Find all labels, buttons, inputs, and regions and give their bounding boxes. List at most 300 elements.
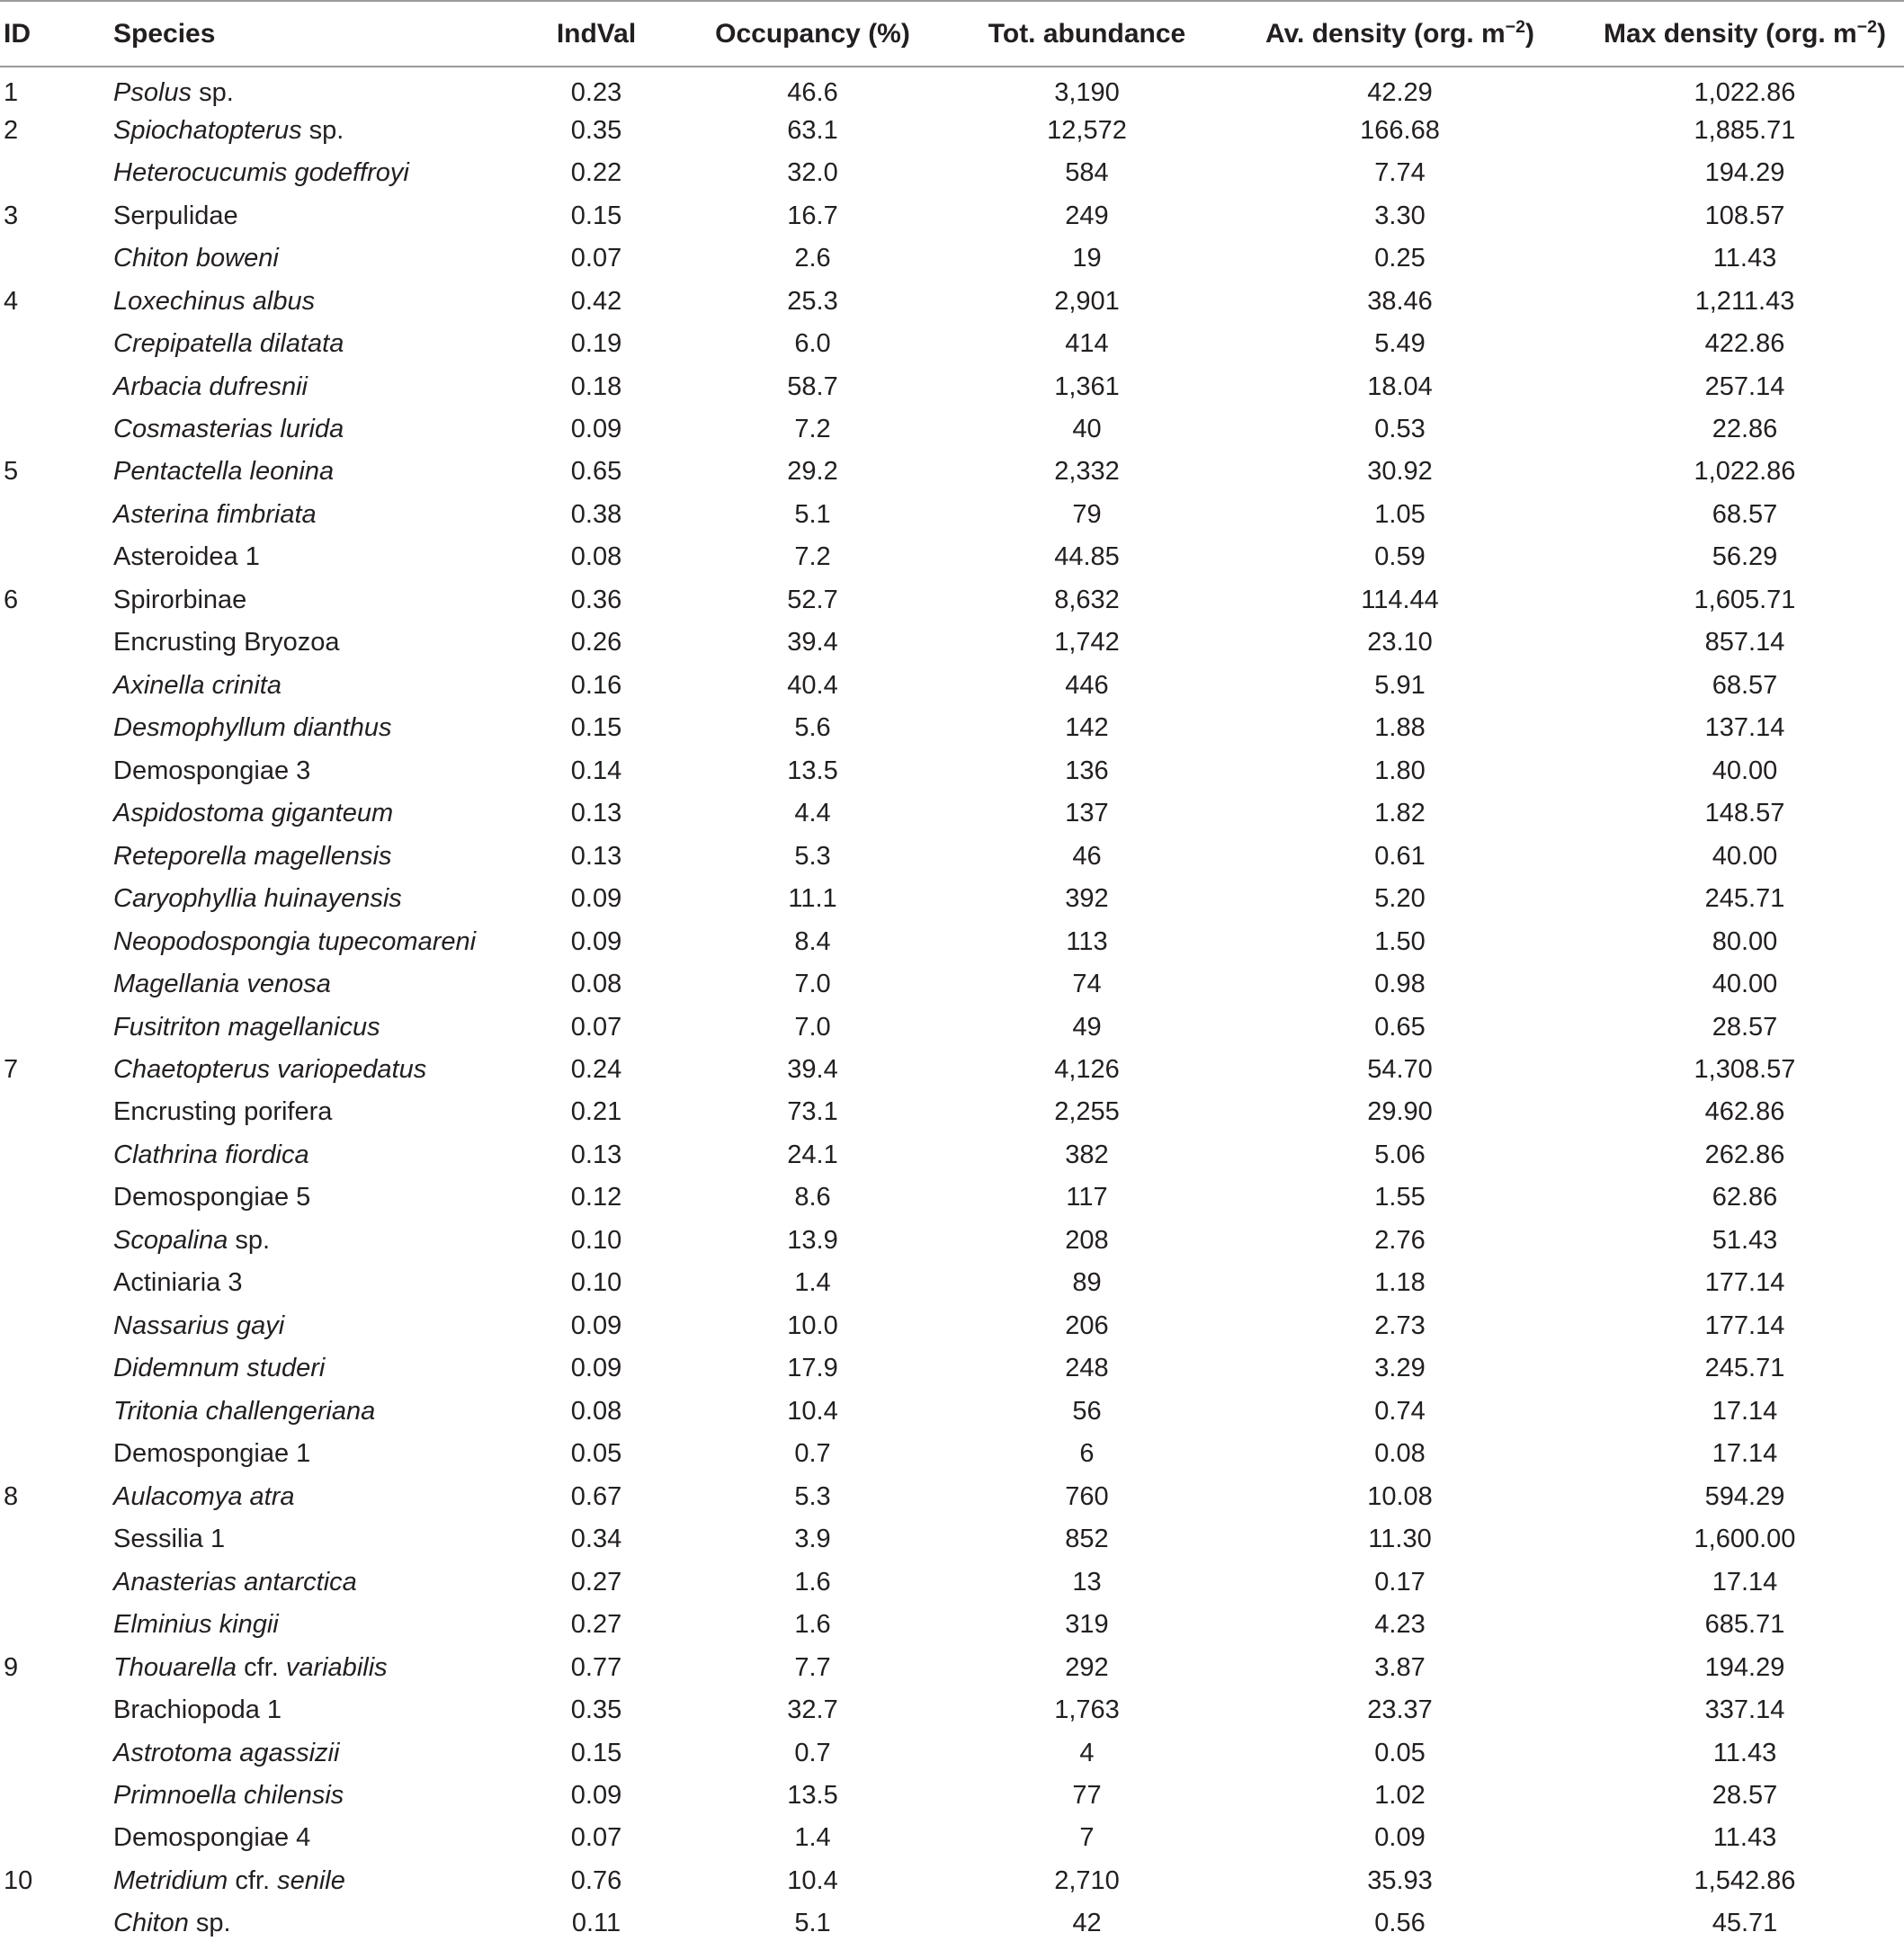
cell-id <box>0 622 113 664</box>
cell-occupancy: 5.6 <box>794 713 831 743</box>
cell-occupancy: 73.1 <box>787 1097 838 1127</box>
cell-abundance: 42 <box>1072 1909 1102 1938</box>
cell-occupancy: 32.7 <box>787 1695 838 1725</box>
cell-abundance: 136 <box>1065 756 1109 785</box>
cell-species <box>113 1902 527 1945</box>
cell-id <box>0 835 113 877</box>
cell-occupancy: 63.1 <box>787 115 838 145</box>
cell-indval: 0.07 <box>570 1823 622 1853</box>
cell-id <box>0 920 113 962</box>
cell-id <box>0 665 113 707</box>
cell-species <box>113 750 527 792</box>
cell-indval: 0.11 <box>571 1909 621 1938</box>
cell-indval: 0.26 <box>570 628 622 657</box>
table-row <box>0 963 1904 1006</box>
cell-max-density: 245.71 <box>1704 884 1785 914</box>
cell-abundance: 56 <box>1072 1396 1102 1426</box>
cell-indval: 0.65 <box>570 457 622 487</box>
cell-max-density: 245.71 <box>1704 1354 1785 1383</box>
species-name: Spirorbinae <box>113 585 247 614</box>
cell-max-density: 51.43 <box>1712 1225 1778 1255</box>
cell-occupancy: 25.3 <box>787 286 838 316</box>
species-name: Demospongiae 1 <box>113 1439 311 1469</box>
cell-id <box>0 152 113 194</box>
cell-indval: 0.15 <box>570 1738 622 1767</box>
cell-id: 5 <box>4 457 19 487</box>
cell-species <box>113 494 527 536</box>
cell-abundance: 392 <box>1065 884 1109 914</box>
cell-id <box>0 1134 113 1176</box>
cell-av-density: 18.04 <box>1367 371 1433 401</box>
header-av-density-label: Av. density (org. m <box>1265 18 1506 49</box>
cell-av-density: 1.05 <box>1374 499 1426 529</box>
cell-av-density: 54.70 <box>1367 1055 1433 1085</box>
cell-species <box>113 1860 527 1902</box>
table-row <box>0 1049 1904 1091</box>
cell-species <box>113 1475 527 1517</box>
cell-max-density: 262.86 <box>1704 1140 1785 1169</box>
species-name: Spiochatopterus <box>113 115 302 145</box>
cell-id <box>0 1176 113 1219</box>
cell-occupancy: 8.4 <box>794 926 831 956</box>
cell-occupancy: 4.4 <box>794 799 831 828</box>
cell-av-density: 0.59 <box>1374 542 1426 572</box>
cell-occupancy: 5.1 <box>794 1909 831 1938</box>
species-epithet: senile <box>277 1865 345 1895</box>
cell-id <box>0 365 113 407</box>
cell-occupancy: 0.7 <box>794 1439 831 1469</box>
cell-species <box>113 1091 527 1133</box>
cell-species <box>113 622 527 664</box>
cell-av-density: 1.50 <box>1374 926 1426 956</box>
table-row <box>0 1262 1904 1304</box>
species-name: Loxechinus albus <box>113 286 316 316</box>
cell-av-density: 2.73 <box>1374 1310 1426 1340</box>
table-row <box>0 1817 1904 1859</box>
header-max-density-exponent: −2 <box>1856 16 1877 37</box>
cell-max-density: 68.57 <box>1712 670 1778 700</box>
cell-id <box>0 536 113 578</box>
cell-occupancy: 1.6 <box>794 1610 831 1640</box>
cell-occupancy: 32.0 <box>787 158 838 188</box>
cell-abundance: 49 <box>1072 1012 1102 1042</box>
species-name: Pentactella leonina <box>113 457 335 487</box>
cell-max-density: 177.14 <box>1704 1268 1785 1298</box>
species-name: Thouarella <box>113 1652 237 1682</box>
table-row <box>0 323 1904 365</box>
cell-occupancy: 5.1 <box>794 499 831 529</box>
cell-species <box>113 365 527 407</box>
table-row <box>0 494 1904 536</box>
header-row <box>0 1 1904 67</box>
species-name: Brachiopoda 1 <box>113 1695 282 1725</box>
cell-max-density: 177.14 <box>1704 1310 1785 1340</box>
table-row <box>0 579 1904 622</box>
cell-occupancy: 1.6 <box>794 1567 831 1597</box>
table-row <box>0 1775 1904 1817</box>
cell-max-density: 1,542.86 <box>1694 1865 1796 1895</box>
cell-id <box>0 1604 113 1646</box>
cell-abundance: 117 <box>1066 1183 1108 1212</box>
table-row <box>0 1006 1904 1048</box>
table-row <box>0 835 1904 877</box>
cell-species <box>113 1262 527 1304</box>
cell-abundance: 292 <box>1065 1652 1109 1682</box>
cell-id <box>0 1817 113 1859</box>
cell-species <box>113 1561 527 1603</box>
table-row <box>0 1646 1904 1688</box>
cell-max-density: 11.43 <box>1712 1823 1777 1853</box>
cell-species <box>113 920 527 962</box>
species-name: Cosmasterias lurida <box>113 414 344 443</box>
cell-id: 10 <box>4 1865 33 1895</box>
cell-id <box>0 878 113 920</box>
table-row <box>0 1561 1904 1603</box>
cell-species <box>113 323 527 365</box>
cell-occupancy: 11.1 <box>788 884 837 914</box>
cell-av-density: 0.53 <box>1374 414 1426 443</box>
cell-id <box>0 792 113 835</box>
cell-occupancy: 52.7 <box>787 585 838 614</box>
species-name: Chiton boweni <box>113 244 279 273</box>
table-row <box>0 237 1904 280</box>
cell-max-density: 337.14 <box>1704 1695 1785 1725</box>
cell-species <box>113 1391 527 1433</box>
cell-id <box>0 1262 113 1304</box>
cell-av-density: 23.10 <box>1367 628 1433 657</box>
cell-max-density: 68.57 <box>1712 499 1778 529</box>
cell-max-density: 594.29 <box>1704 1481 1785 1511</box>
species-name: Anasterias antarctica <box>113 1567 357 1597</box>
cell-species <box>113 665 527 707</box>
cell-id <box>0 1689 113 1731</box>
cell-abundance: 46 <box>1072 841 1102 871</box>
cell-occupancy: 40.4 <box>787 670 838 700</box>
species-name: Aulacomya atra <box>113 1481 295 1511</box>
cell-max-density: 194.29 <box>1704 158 1785 188</box>
cell-species <box>113 1006 527 1048</box>
cell-max-density: 194.29 <box>1704 1652 1785 1682</box>
species-name: Primnoella chilensis <box>113 1780 344 1810</box>
cell-occupancy: 17.9 <box>787 1354 838 1383</box>
cell-species <box>113 152 527 194</box>
cell-abundance: 319 <box>1065 1610 1109 1640</box>
species-qualifier: sp. <box>228 1225 271 1255</box>
cell-max-density: 1,022.86 <box>1694 457 1796 487</box>
cell-indval: 0.08 <box>570 542 622 572</box>
cell-av-density: 0.56 <box>1374 1909 1426 1938</box>
header-max-density-close: ) <box>1876 18 1886 49</box>
species-name: Demospongiae 3 <box>113 756 311 785</box>
species-name: Desmophyllum dianthus <box>113 713 392 743</box>
cell-max-density: 857.14 <box>1704 628 1785 657</box>
cell-max-density: 108.57 <box>1704 201 1785 230</box>
cell-indval: 0.10 <box>570 1268 622 1298</box>
cell-species <box>113 1817 527 1859</box>
cell-max-density: 40.00 <box>1712 841 1778 871</box>
cell-id <box>0 408 113 451</box>
cell-occupancy: 5.3 <box>794 841 831 871</box>
cell-indval: 0.27 <box>570 1567 622 1597</box>
table-row <box>0 1518 1904 1561</box>
table-row <box>0 622 1904 664</box>
cell-av-density: 38.46 <box>1367 286 1433 316</box>
cell-occupancy: 7.0 <box>794 970 831 999</box>
header-occupancy: Occupancy (%) <box>666 1 960 67</box>
species-name: Clathrina fiordica <box>113 1140 309 1169</box>
cell-av-density: 1.18 <box>1374 1268 1426 1298</box>
cell-abundance: 382 <box>1065 1140 1109 1169</box>
cell-id <box>0 707 113 749</box>
species-name: Demospongiae 4 <box>113 1823 311 1853</box>
cell-occupancy: 39.4 <box>787 1055 838 1085</box>
table-row <box>0 451 1904 493</box>
species-name: Asteroidea 1 <box>113 542 260 572</box>
species-name: Elminius kingii <box>113 1610 279 1640</box>
cell-occupancy: 10.4 <box>787 1865 838 1895</box>
cell-max-density: 148.57 <box>1704 799 1785 828</box>
cell-id: 9 <box>4 1652 19 1682</box>
header-av-density-exponent: −2 <box>1505 16 1525 37</box>
cell-av-density: 0.74 <box>1374 1396 1426 1426</box>
cell-abundance: 8,632 <box>1054 585 1120 614</box>
cell-id <box>0 1347 113 1390</box>
cell-id: 1 <box>4 77 19 107</box>
cell-occupancy: 58.7 <box>787 371 838 401</box>
cell-occupancy: 8.6 <box>794 1183 831 1212</box>
cell-max-density: 257.14 <box>1704 371 1785 401</box>
header-id: ID <box>0 1 113 67</box>
cell-max-density: 462.86 <box>1704 1097 1785 1127</box>
cell-indval: 0.42 <box>570 286 622 316</box>
cell-abundance: 19 <box>1072 244 1102 273</box>
species-name: Crepipatella dilatata <box>113 329 344 359</box>
cell-occupancy: 0.7 <box>794 1738 831 1767</box>
cell-id <box>0 963 113 1006</box>
table-row <box>0 408 1904 451</box>
cell-indval: 0.36 <box>570 585 622 614</box>
cell-max-density: 56.29 <box>1712 542 1778 572</box>
cell-abundance: 249 <box>1065 201 1109 230</box>
cell-av-density: 0.61 <box>1374 841 1426 871</box>
cell-max-density: 62.86 <box>1712 1183 1778 1212</box>
cell-occupancy: 24.1 <box>787 1140 838 1169</box>
header-abundance: Tot. abundance <box>960 1 1214 67</box>
table-row <box>0 665 1904 707</box>
cell-indval: 0.21 <box>570 1097 622 1127</box>
cell-species <box>113 835 527 877</box>
cell-abundance: 248 <box>1065 1354 1109 1383</box>
cell-indval: 0.15 <box>570 201 622 230</box>
cell-species <box>113 451 527 493</box>
cell-abundance: 40 <box>1072 414 1102 443</box>
cell-species <box>113 1689 527 1731</box>
cell-av-density: 1.80 <box>1374 756 1426 785</box>
cell-indval: 0.15 <box>570 713 622 743</box>
cell-id: 6 <box>4 585 19 614</box>
cell-av-density: 7.74 <box>1374 158 1426 188</box>
cell-av-density: 3.29 <box>1374 1354 1426 1383</box>
cell-occupancy: 13.9 <box>787 1225 838 1255</box>
species-qualifier: sp. <box>188 1909 231 1938</box>
cell-species <box>113 878 527 920</box>
header-max-density <box>1586 1 1904 67</box>
cell-av-density: 0.08 <box>1374 1439 1426 1469</box>
cell-abundance: 74 <box>1072 970 1102 999</box>
table-row <box>0 920 1904 962</box>
cell-id <box>0 1006 113 1048</box>
cell-indval: 0.08 <box>570 970 622 999</box>
species-name: Demospongiae 5 <box>113 1183 311 1212</box>
cell-av-density: 0.17 <box>1374 1567 1426 1597</box>
table-row <box>0 1134 1904 1176</box>
cell-occupancy: 10.4 <box>787 1396 838 1426</box>
cell-av-density: 0.25 <box>1374 244 1426 273</box>
cell-indval: 0.09 <box>570 1310 622 1340</box>
table-row <box>0 109 1904 151</box>
cell-max-density: 1,605.71 <box>1694 585 1796 614</box>
cell-abundance: 6 <box>1079 1439 1095 1469</box>
cell-species <box>113 1775 527 1817</box>
cell-av-density: 30.92 <box>1367 457 1433 487</box>
cell-av-density: 5.49 <box>1374 329 1426 359</box>
species-qualifier: cfr. <box>228 1865 278 1895</box>
cell-occupancy: 16.7 <box>787 201 838 230</box>
cell-av-density: 5.06 <box>1374 1140 1426 1169</box>
cell-indval: 0.13 <box>570 799 622 828</box>
cell-species <box>113 707 527 749</box>
cell-max-density: 28.57 <box>1712 1012 1778 1042</box>
cell-abundance: 7 <box>1079 1823 1095 1853</box>
cell-abundance: 89 <box>1072 1268 1102 1298</box>
cell-occupancy: 46.6 <box>787 77 838 107</box>
cell-indval: 0.35 <box>570 115 622 145</box>
cell-av-density: 23.37 <box>1367 1695 1433 1725</box>
cell-abundance: 2,710 <box>1054 1865 1120 1895</box>
cell-species <box>113 1176 527 1219</box>
cell-species <box>113 237 527 280</box>
cell-abundance: 446 <box>1065 670 1109 700</box>
cell-id: 7 <box>4 1055 19 1085</box>
cell-indval: 0.24 <box>570 1055 622 1085</box>
cell-species <box>113 109 527 151</box>
species-name: Heterocucumis godeffroyi <box>113 158 409 188</box>
cell-av-density: 2.76 <box>1374 1225 1426 1255</box>
cell-id <box>0 237 113 280</box>
species-name: Chaetopterus variopedatus <box>113 1055 427 1085</box>
cell-abundance: 12,572 <box>1047 115 1127 145</box>
cell-species <box>113 536 527 578</box>
cell-species <box>113 792 527 835</box>
cell-occupancy: 6.0 <box>794 329 831 359</box>
cell-occupancy: 7.7 <box>794 1652 831 1682</box>
cell-max-density: 1,022.86 <box>1694 77 1796 107</box>
cell-occupancy: 3.9 <box>794 1525 831 1554</box>
species-name: Metridium <box>113 1865 228 1895</box>
cell-indval: 0.22 <box>570 158 622 188</box>
cell-abundance: 584 <box>1065 158 1109 188</box>
cell-abundance: 1,763 <box>1054 1695 1120 1725</box>
cell-indval: 0.35 <box>570 1695 622 1725</box>
table-row <box>0 280 1904 322</box>
cell-occupancy: 5.3 <box>794 1481 831 1511</box>
cell-abundance: 4 <box>1079 1738 1095 1767</box>
cell-species <box>113 1646 527 1688</box>
cell-indval: 0.09 <box>570 884 622 914</box>
cell-indval: 0.77 <box>570 1652 622 1682</box>
cell-av-density: 0.65 <box>1374 1012 1426 1042</box>
cell-occupancy: 13.5 <box>787 1780 838 1810</box>
cell-indval: 0.27 <box>570 1610 622 1640</box>
species-name: Caryophyllia huinayensis <box>113 884 402 914</box>
species-qualifier: cfr. <box>237 1652 286 1682</box>
table-row <box>0 1091 1904 1133</box>
cell-id <box>0 1091 113 1133</box>
cell-abundance: 2,255 <box>1054 1097 1120 1127</box>
cell-abundance: 44.85 <box>1054 542 1120 572</box>
cell-species <box>113 1604 527 1646</box>
cell-max-density: 685.71 <box>1704 1610 1785 1640</box>
table-row <box>0 1731 1904 1774</box>
cell-av-density: 1.82 <box>1374 799 1426 828</box>
cell-max-density: 45.71 <box>1712 1909 1778 1938</box>
table-row <box>0 792 1904 835</box>
cell-occupancy: 1.4 <box>794 1823 831 1853</box>
species-name: Aspidostoma giganteum <box>113 799 394 828</box>
table-body <box>0 67 1904 1946</box>
cell-occupancy: 29.2 <box>787 457 838 487</box>
cell-av-density: 114.44 <box>1361 585 1439 614</box>
cell-av-density: 166.68 <box>1360 115 1440 145</box>
cell-indval: 0.12 <box>570 1183 622 1212</box>
table-row <box>0 1433 1904 1475</box>
table-row <box>0 750 1904 792</box>
cell-species <box>113 1518 527 1561</box>
species-name: Astrotoma agassizii <box>113 1738 340 1767</box>
species-name: Tritonia challengeriana <box>113 1396 376 1426</box>
cell-id <box>0 1305 113 1347</box>
cell-max-density: 17.14 <box>1712 1567 1778 1597</box>
cell-occupancy: 2.6 <box>794 244 831 273</box>
header-av-density <box>1214 1 1586 67</box>
cell-av-density: 1.55 <box>1374 1183 1426 1212</box>
species-name: Scopalina <box>113 1225 228 1255</box>
cell-indval: 0.09 <box>570 1354 622 1383</box>
table-row <box>0 194 1904 237</box>
species-name: Reteporella magellensis <box>113 841 392 871</box>
species-qualifier: sp. <box>192 77 234 107</box>
cell-id <box>0 1518 113 1561</box>
cell-species <box>113 1433 527 1475</box>
cell-abundance: 4,126 <box>1054 1055 1120 1085</box>
cell-abundance: 79 <box>1072 499 1102 529</box>
cell-max-density: 137.14 <box>1704 713 1785 743</box>
cell-occupancy: 10.0 <box>787 1310 838 1340</box>
species-epithet: variabilis <box>285 1652 388 1682</box>
species-name: Axinella crinita <box>113 670 282 700</box>
table-row <box>0 1347 1904 1390</box>
cell-abundance: 3,190 <box>1054 77 1120 107</box>
cell-indval: 0.05 <box>570 1439 622 1469</box>
cell-indval: 0.16 <box>570 670 622 700</box>
cell-indval: 0.13 <box>570 1140 622 1169</box>
cell-id <box>0 1561 113 1603</box>
cell-species <box>113 1347 527 1390</box>
cell-av-density: 0.98 <box>1374 970 1426 999</box>
species-name: Serpulidae <box>113 201 238 230</box>
table-row <box>0 152 1904 194</box>
cell-av-density: 1.88 <box>1374 713 1426 743</box>
